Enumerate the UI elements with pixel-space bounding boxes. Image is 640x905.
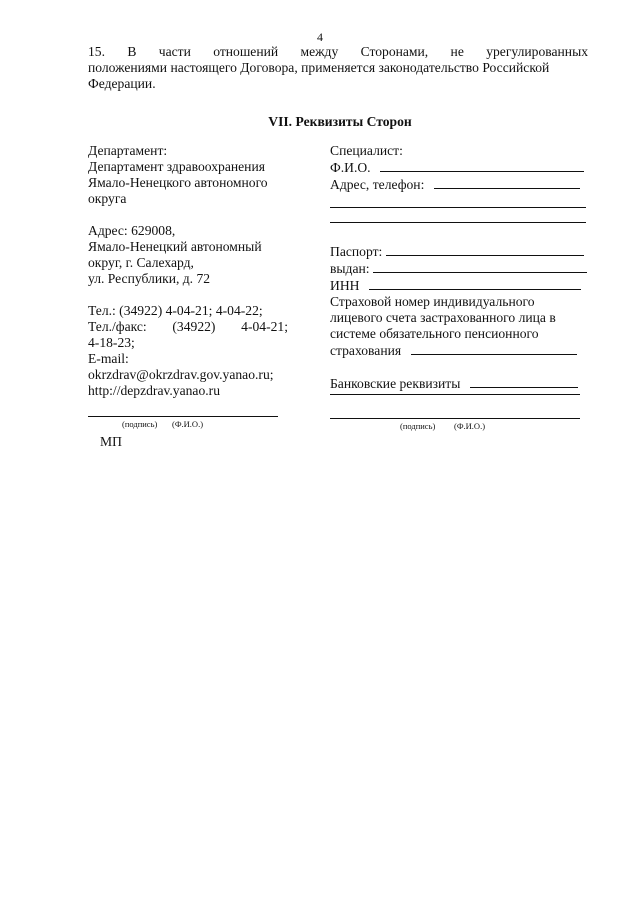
fio-label: Ф.И.О. [330, 160, 371, 175]
snils-label: страхования [330, 343, 402, 358]
paragraph-line: Федерации. [88, 76, 156, 91]
department-details [88, 143, 288, 399]
stamp-place: МП [100, 434, 122, 449]
paragraph-15 [88, 44, 588, 92]
inn-label: ИНН [330, 278, 360, 293]
department-address-line: Адрес: 629008, [88, 223, 176, 238]
fax-code: (34922) [172, 319, 216, 334]
bank-field-line[interactable] [330, 394, 580, 395]
department-name-line: Ямало-Ненецкого автономного [88, 175, 268, 190]
signature-caption: (подпись) [122, 419, 158, 429]
department-address-line: ул. Республики, д. 72 [88, 271, 211, 286]
issued-label: выдан: [330, 261, 370, 276]
department-fax-cont: 4-18-23; [88, 335, 135, 350]
department-fax [88, 319, 288, 335]
fio-row [330, 159, 590, 176]
paragraph-line: положениями настоящего Договора, применяется законодательство Российской [88, 60, 550, 75]
issued-row [330, 260, 590, 277]
snils-field[interactable] [411, 342, 577, 355]
specialist-details [330, 143, 590, 395]
bank-field[interactable] [470, 375, 578, 388]
fio-caption: (Ф.И.О.) [454, 421, 486, 431]
department-address-line: округ, г. Салехард, [88, 255, 194, 270]
bank-label: Банковские реквизиты [330, 376, 461, 391]
specialist-label: Специалист: [330, 143, 403, 158]
signature-caption: (подпись) [400, 421, 436, 431]
department-address-line: Ямало-Ненецкий автономный [88, 239, 262, 254]
department-name-line: округа [88, 191, 127, 206]
issued-field[interactable] [373, 260, 587, 273]
department-website: http://depzdrav.yanao.ru [88, 383, 220, 398]
passport-field[interactable] [386, 243, 584, 256]
fio-caption: (Ф.И.О.) [172, 419, 204, 429]
snils-row [330, 342, 590, 359]
inn-field[interactable] [369, 277, 581, 290]
fax-number: 4-04-21; [241, 319, 288, 334]
passport-label: Паспорт: [330, 244, 383, 259]
snils-line: системе обязательного пенсионного [330, 326, 539, 341]
fax-label: Тел./факс: [88, 319, 147, 334]
department-signature-line[interactable] [88, 416, 278, 417]
bank-row [330, 375, 590, 392]
address-row [330, 176, 590, 193]
address-field[interactable] [434, 176, 580, 189]
department-phone: Тел.: (34922) 4-04-21; 4-04-22; [88, 303, 263, 318]
fio-field[interactable] [380, 159, 584, 172]
department-label: Департамент: [88, 143, 168, 158]
section-heading: VII. Реквизиты Сторон [268, 114, 412, 129]
passport-row [330, 243, 590, 260]
inn-row [330, 277, 590, 294]
address-label: Адрес, телефон: [330, 177, 425, 192]
email-label: E-mail: [88, 351, 129, 366]
paragraph-line: 15. В части отношений между Сторонами, не урегулированных [88, 44, 588, 59]
department-name-line: Департамент здравоохранения [88, 159, 265, 174]
department-email: okrzdrav@okrzdrav.gov.yanao.ru; [88, 367, 274, 382]
snils-line: Страховой номер индивидуального [330, 294, 535, 309]
specialist-signature-line[interactable] [330, 418, 580, 419]
page-number: 4 [317, 30, 323, 44]
address-field-line[interactable] [330, 207, 586, 208]
snils-line: лицевого счета застрахованного лица в [330, 310, 556, 325]
